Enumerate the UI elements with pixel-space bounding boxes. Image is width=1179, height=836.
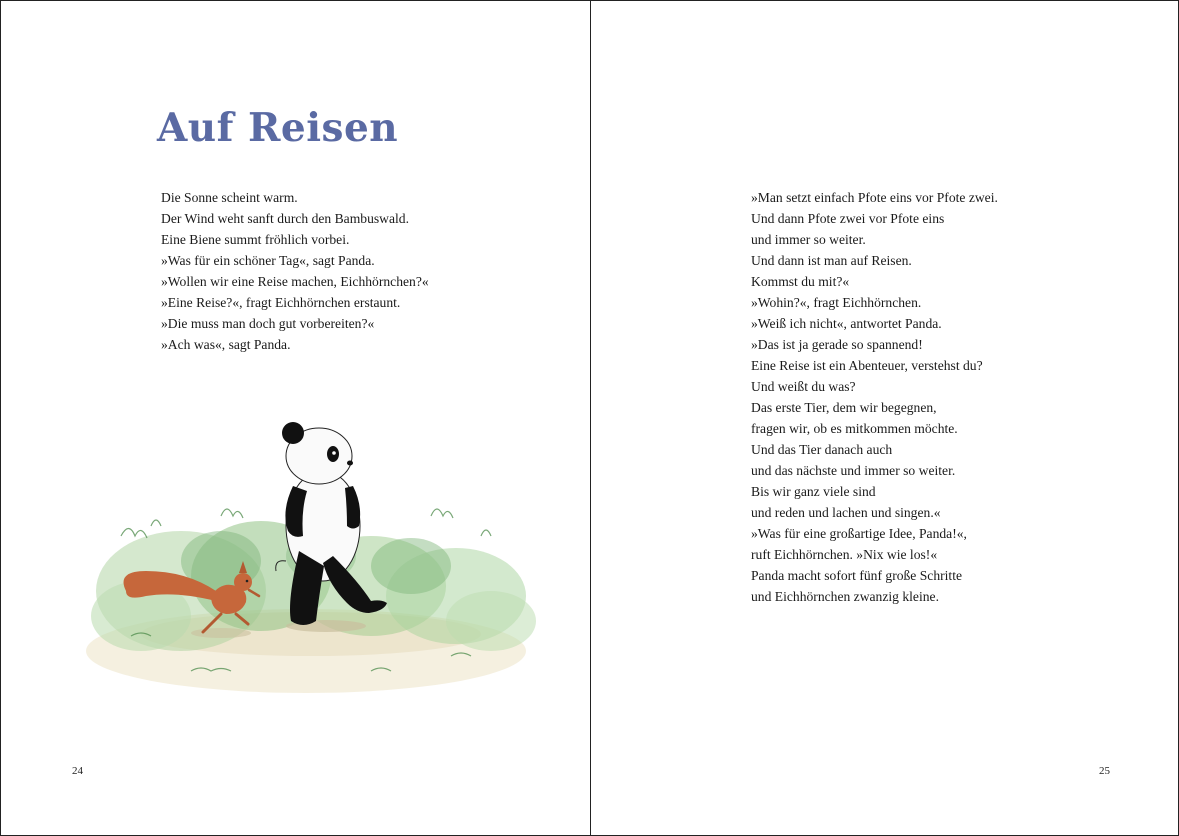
- text-line: Panda macht sofort fünf große Schritte: [751, 568, 963, 583]
- text-line: »Man setzt einfach Pfote eins vor Pfote zwei.: [751, 190, 998, 205]
- text-line: ruft Eichhörnchen. »Nix wie los!«: [751, 547, 938, 562]
- text-line: »Eine Reise?«, fragt Eichhörnchen erstaunt.: [161, 295, 401, 310]
- text-line: Und weißt du was?: [751, 379, 856, 394]
- text-line: Eine Reise ist ein Abenteuer, verstehst du?: [751, 358, 983, 373]
- text-line: und immer so weiter.: [751, 232, 866, 247]
- text-line: Und dann Pfote zwei vor Pfote eins: [751, 211, 945, 226]
- page-number: 24: [72, 765, 83, 777]
- text-line: Die Sonne scheint warm.: [161, 190, 298, 205]
- text-line: Bis wir ganz viele sind: [751, 484, 876, 499]
- text-line: Der Wind weht sanft durch den Bambuswald.: [161, 211, 409, 226]
- text-line: »Die muss man doch gut vorbereiten?«: [161, 316, 375, 331]
- text-line: »Weiß ich nicht«, antwortet Panda.: [751, 316, 942, 331]
- text-line: und reden und lachen und singen.«: [751, 505, 941, 520]
- text-line: und das nächste und immer so weiter.: [751, 463, 956, 478]
- right-page: [591, 1, 1179, 835]
- left-page: [1, 1, 591, 835]
- text-line: fragen wir, ob es mitkommen möchte.: [751, 421, 958, 436]
- page-title: Auf Reisen: [157, 105, 399, 151]
- text-line: Und dann ist man auf Reisen.: [751, 253, 912, 268]
- page-number: 25: [1099, 765, 1110, 777]
- left-text-block: [161, 187, 429, 355]
- text-line: »Was für ein schöner Tag«, sagt Panda.: [161, 253, 375, 268]
- text-line: Eine Biene summt fröhlich vorbei.: [161, 232, 350, 247]
- text-line: Das erste Tier, dem wir begegnen,: [751, 400, 937, 415]
- text-line: »Wollen wir eine Reise machen, Eichhörnchen?«: [161, 274, 429, 289]
- text-line: »Wohin?«, fragt Eichhörnchen.: [751, 295, 922, 310]
- text-line: Kommst du mit?«: [751, 274, 850, 289]
- text-line: »Ach was«, sagt Panda.: [161, 337, 291, 352]
- text-line: Und das Tier danach auch: [751, 442, 893, 457]
- text-line: und Eichhörnchen zwanzig kleine.: [751, 589, 939, 604]
- text-line: »Was für eine großartige Idee, Panda!«,: [751, 526, 967, 541]
- right-text-block: [751, 187, 998, 607]
- panda-squirrel-illustration: [71, 386, 541, 706]
- text-line: »Das ist ja gerade so spannend!: [751, 337, 923, 352]
